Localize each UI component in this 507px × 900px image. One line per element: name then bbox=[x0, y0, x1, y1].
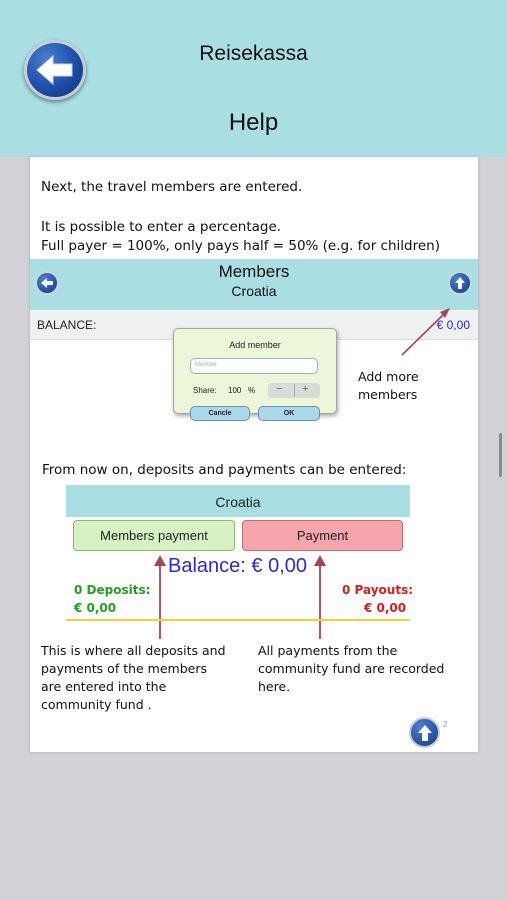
scroll-top-button[interactable] bbox=[409, 717, 440, 748]
percentage-example-text: Full payer = 100%, only pays half = 50% (e.g. for children) bbox=[41, 238, 440, 254]
deposits-intro-text: From now on, deposits and payments can be entered: bbox=[42, 462, 407, 478]
right-caption-line: community fund are recorded bbox=[258, 661, 445, 676]
help-page bbox=[30, 157, 478, 752]
scrollbar[interactable] bbox=[499, 433, 502, 477]
diagram-balance: Balance: € 0,00 bbox=[168, 555, 307, 577]
members-payment-button: Members payment bbox=[73, 520, 235, 551]
deposits-arrow bbox=[154, 555, 166, 639]
percentage-text: It is possible to enter a percentage. bbox=[41, 219, 282, 235]
intro-text: Next, the travel members are entered. bbox=[41, 179, 303, 195]
callout-members: members bbox=[358, 387, 418, 402]
payments-arrow bbox=[314, 555, 326, 639]
balance-value: € 0,00 bbox=[436, 318, 470, 332]
right-caption-line: All payments from the bbox=[258, 643, 398, 658]
app-header bbox=[0, 0, 507, 157]
left-caption-line: payments of the members bbox=[41, 661, 207, 676]
payouts-value: € 0,00 bbox=[364, 601, 407, 615]
deposits-value: € 0,00 bbox=[74, 601, 117, 615]
right-caption-line: here. bbox=[258, 679, 291, 694]
payment-button: Payment bbox=[242, 520, 403, 551]
members-subtitle: Croatia bbox=[231, 283, 277, 299]
share-label: Share: bbox=[193, 386, 217, 395]
stepper-plus: + bbox=[302, 383, 309, 395]
arrow-up-icon bbox=[416, 724, 434, 742]
callout-arrow bbox=[402, 308, 450, 355]
diagram-title: Croatia bbox=[215, 494, 261, 510]
page-title: Help bbox=[228, 109, 279, 136]
ok-button: OK bbox=[258, 406, 320, 421]
app-title: Reisekassa bbox=[199, 42, 308, 65]
deposits-label: 0 Deposits: bbox=[74, 583, 151, 597]
share-value: 100 bbox=[228, 386, 242, 395]
dialog-title: Add member bbox=[229, 340, 281, 350]
diagram-header bbox=[66, 485, 410, 517]
page-number: 2 bbox=[443, 720, 448, 729]
member-name-input: Member bbox=[190, 358, 318, 374]
share-unit: % bbox=[248, 386, 256, 395]
right-caption bbox=[258, 642, 444, 696]
diagram-divider bbox=[66, 619, 410, 621]
members-title: Members bbox=[218, 262, 290, 281]
cancel-button: Cancle bbox=[190, 406, 250, 421]
left-caption bbox=[41, 642, 226, 714]
left-caption-line: community fund . bbox=[41, 697, 152, 712]
balance-label: BALANCE: bbox=[37, 318, 97, 332]
payouts-label: 0 Payouts: bbox=[342, 583, 414, 597]
callout-add-more: Add more bbox=[358, 369, 419, 384]
left-caption-line: are entered into the bbox=[41, 679, 167, 694]
stepper-minus: − bbox=[276, 383, 283, 395]
left-caption-line: This is where all deposits and bbox=[41, 643, 226, 658]
